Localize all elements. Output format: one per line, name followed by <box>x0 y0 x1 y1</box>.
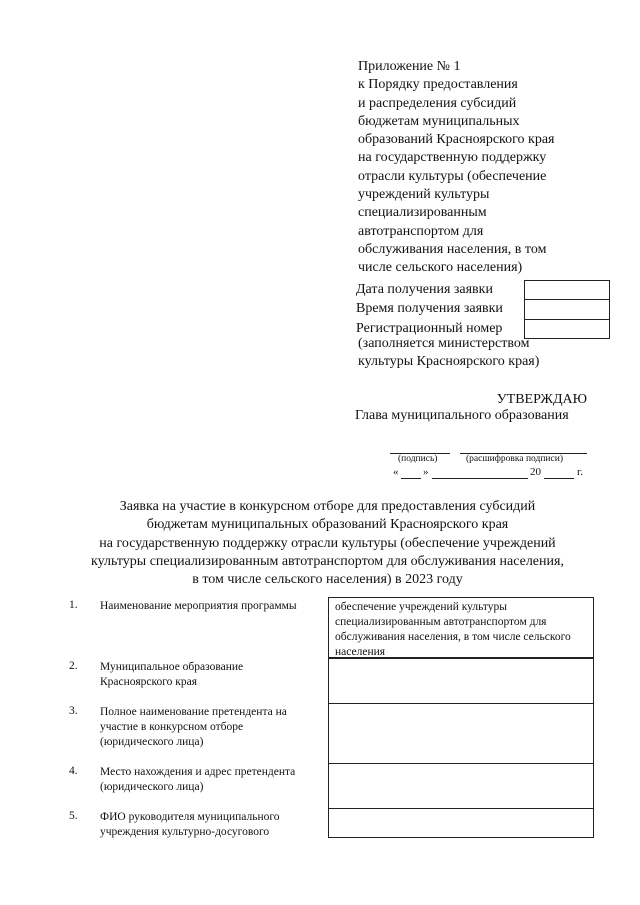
time-received-field[interactable] <box>525 300 610 319</box>
date-close-quote: » <box>423 466 429 478</box>
row-label: Полное наименование претендента на участие в конкурсном отборе (юридического лица) <box>100 706 287 748</box>
row-value-field[interactable] <box>328 808 594 838</box>
row-number: 2. <box>69 660 78 672</box>
head-title: Глава муниципального образования <box>355 408 569 423</box>
row-number: 4. <box>69 765 78 777</box>
date-year-line[interactable] <box>544 478 574 479</box>
row-number: 5. <box>69 810 78 822</box>
appendix-line: к Порядку предоставления <box>358 77 518 93</box>
row-value-field[interactable]: обеспечение учреждений культуры специализированным автотранспортом для обслуживания населения, в том числе сельского населения <box>328 597 594 658</box>
appendix-line: специализированным <box>358 205 487 221</box>
row-number: 1. <box>69 599 78 611</box>
registration-number-label: Регистрационный номер <box>356 320 503 336</box>
registration-table <box>356 280 610 339</box>
title-line: на государственную поддержку отрасли культуры (обеспечение учреждений <box>99 535 556 551</box>
appendix-line: автотранспортом для <box>358 223 484 239</box>
date-day-line[interactable] <box>401 478 421 479</box>
row-value-field[interactable] <box>328 658 594 704</box>
appendix-header <box>358 58 608 278</box>
row-label: Наименование мероприятия программы <box>100 600 297 612</box>
row-label: Место нахождения и адрес претендента (юридического лица) <box>100 766 296 793</box>
title-line: бюджетам муниципальных образований Красноярского края <box>146 517 509 533</box>
appendix-line: на государственную поддержку <box>358 150 547 166</box>
appendix-line: обслуживания населения, в том <box>358 241 547 257</box>
row-value-field[interactable] <box>328 763 594 809</box>
row-label: Муниципальное образование Красноярского края <box>100 661 244 688</box>
appendix-line: Приложение № 1 <box>358 59 461 74</box>
appendix-line: бюджетам муниципальных <box>358 113 520 129</box>
date-received-field[interactable] <box>525 281 610 300</box>
row-number: 3. <box>69 705 78 717</box>
date-received-label: Дата получения заявки <box>356 282 493 298</box>
date-year-prefix: 20 <box>530 466 541 478</box>
note-line: (заполняется министерством <box>358 336 530 351</box>
date-year-suffix: г. <box>577 466 584 478</box>
date-month-line[interactable] <box>432 478 528 479</box>
appendix-line: и распределения субсидий <box>358 95 517 111</box>
title-line: культуры специализированным автотранспортом для обслуживания населения, <box>91 553 564 569</box>
row-label: ФИО руководителя муниципального учреждения культурно-досугового <box>100 811 280 838</box>
row-value-field[interactable] <box>328 703 594 764</box>
note-line: культуры Красноярского края) <box>358 354 540 370</box>
title-line: Заявка на участие в конкурсном отборе для предоставления субсидий <box>119 499 536 514</box>
appendix-line: учреждений культуры <box>358 187 490 203</box>
appendix-line: числе сельского населения) <box>358 260 523 276</box>
document-title <box>55 498 600 589</box>
registration-note <box>358 335 608 372</box>
date-open-quote: « <box>393 466 399 478</box>
time-received-label: Время получения заявки <box>356 301 503 317</box>
title-line: в том числе сельского населения) в 2023 году <box>192 572 463 588</box>
decode-caption: (расшифровка подписи) <box>466 454 563 464</box>
approve-heading: УТВЕРЖДАЮ <box>496 392 587 407</box>
appendix-line: отрасли культуры (обеспечение <box>358 168 547 184</box>
signature-caption: (подпись) <box>398 454 438 464</box>
appendix-line: образований Красноярского края <box>358 132 555 148</box>
